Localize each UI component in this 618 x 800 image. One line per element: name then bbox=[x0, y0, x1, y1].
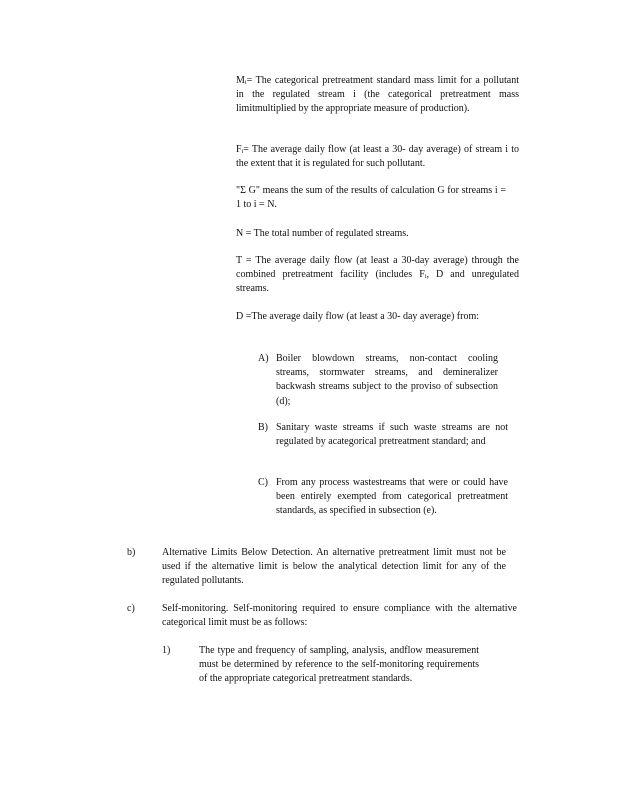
definition-mi bbox=[236, 74, 519, 117]
mi-text: = The categorical pretreatment standard mass limit for a pollutant in the regulated stream i (the categorical pretreatment mass limitmultiplied by the appropriate measure of production). bbox=[236, 75, 519, 115]
definition-sum bbox=[236, 184, 506, 212]
fi-text: = The average daily flow (at least a 30- day average) of stream i to the extent that it is regulated for such pollutant. bbox=[236, 144, 519, 170]
t-text-before: T = The average daily flow (at least a 30-day average) through the combined pretreatment facility (includes F bbox=[236, 255, 519, 281]
section-b-label: b) bbox=[127, 547, 136, 558]
definition-t bbox=[236, 254, 519, 297]
sum-text: "Σ G" means the sum of the results of calculation G for streams i = 1 to i = N. bbox=[236, 185, 506, 211]
definition-n bbox=[236, 227, 519, 241]
fi-subscript: i bbox=[241, 149, 244, 155]
t-text-after: , D and unregulated streams. bbox=[236, 269, 519, 295]
fi-symbol: F bbox=[236, 144, 242, 155]
d-item-a-label: A) bbox=[258, 353, 269, 364]
section-c-label: c) bbox=[127, 603, 135, 614]
mi-symbol: M bbox=[236, 75, 245, 86]
d-item-b-text: Sanitary waste streams if such waste streams are not regulated by acategorical pretreatment standard; and bbox=[276, 422, 508, 448]
section-b-text: Alternative Limits Below Detection. An alternative pretreatment limit must not be used if the alternative limit is below the analytical detection limit for any of the regulated pollutants. bbox=[162, 547, 506, 587]
mi-subscript: i bbox=[244, 80, 247, 86]
section-c-text: Self-monitoring. Self-monitoring required to ensure compliance with the alternative categorical limit must be as follows: bbox=[162, 603, 517, 629]
definition-d bbox=[236, 310, 494, 324]
d-text: D =The average daily flow (at least a 30- day average) from: bbox=[236, 311, 480, 322]
n-text: N = The total number of regulated streams. bbox=[236, 228, 409, 239]
section-c1-text: The type and frequency of sampling, analysis, andflow measurement must be determined by reference to the self-monitoring requirements of the appropriate categorical pretreatment standards. bbox=[199, 645, 479, 685]
section-c1-label: 1) bbox=[162, 645, 171, 656]
d-item-c-text: From any process wastestreams that were or could have been entirely exempted from categorical pretreatment standards, as specified in subsection (e). bbox=[276, 477, 508, 517]
d-item-b-label: B) bbox=[258, 422, 268, 433]
d-item-a-text: Boiler blowdown streams, non-contact cooling streams, stormwater streams, and demineralizer backwash streams subject to the proviso of subsection (d); bbox=[276, 353, 498, 407]
d-item-c-label: C) bbox=[258, 477, 268, 488]
t-subscript: i bbox=[424, 274, 427, 281]
definition-fi bbox=[236, 143, 519, 171]
